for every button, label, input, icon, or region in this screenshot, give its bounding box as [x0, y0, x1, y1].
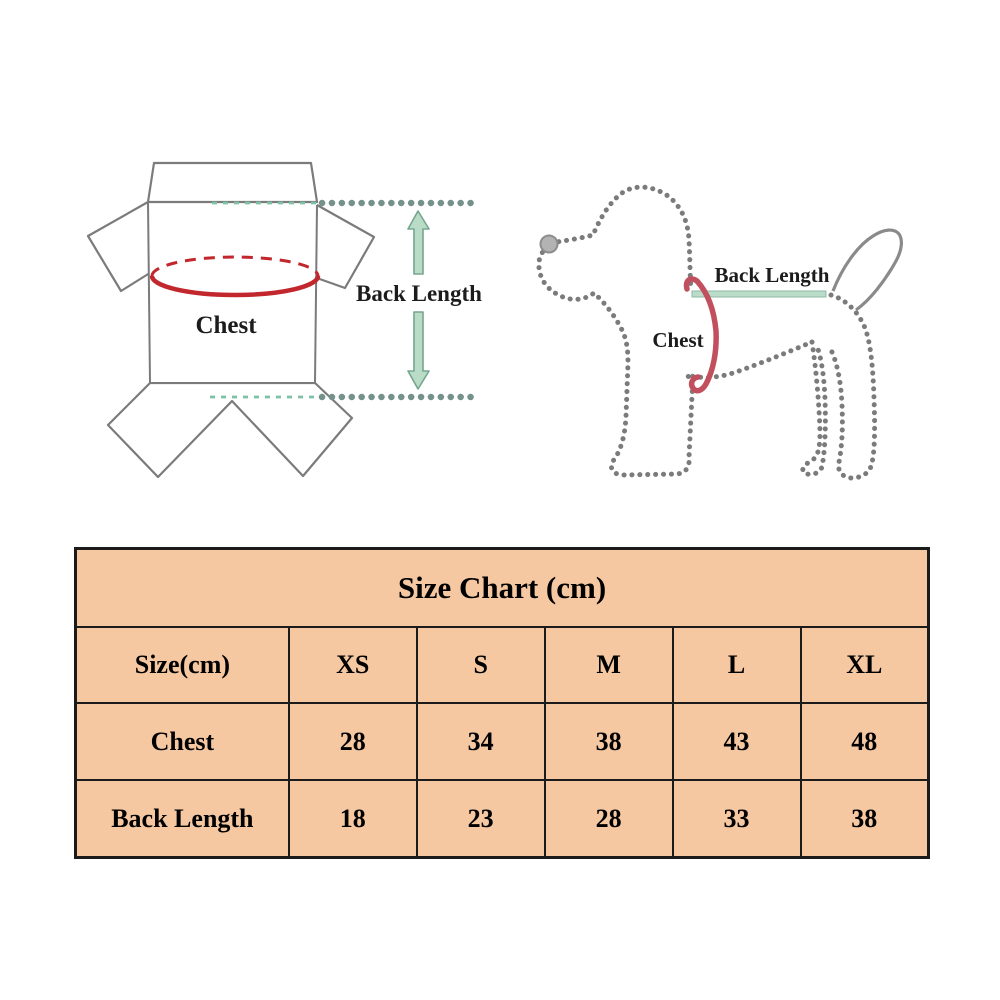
chest-m: 38 [545, 703, 673, 780]
row-label-back-length: Back Length [76, 780, 289, 858]
garment-collar [148, 163, 317, 202]
backlength-xs: 18 [289, 780, 417, 858]
garment-right-sleeve [314, 205, 374, 288]
dog-tail [833, 230, 901, 310]
table-title-row [76, 549, 929, 628]
dog-hip-far-leg [830, 295, 875, 478]
chest-xs: 28 [289, 703, 417, 780]
table-header-row [76, 627, 929, 703]
table-row-back-length [76, 780, 929, 858]
garment-back-length-label: Back Length [356, 281, 482, 306]
table-row-chest [76, 703, 929, 780]
arrow-down-icon [408, 312, 429, 389]
garment-chest-label: Chest [195, 312, 257, 339]
size-chart-table [74, 547, 930, 859]
dog-chest-label: Chest [652, 328, 704, 352]
size-chart-title: Size Chart (cm) [76, 549, 929, 628]
header-s: S [417, 627, 545, 703]
dog-back-length-label: Back Length [714, 263, 830, 287]
garment-diagram [88, 163, 482, 477]
dog-outline-beads [539, 187, 875, 478]
dog-back-length-line [692, 291, 826, 297]
backlength-l: 33 [673, 780, 801, 858]
dog-near-rear-leg [803, 342, 826, 474]
chest-xl: 48 [801, 703, 929, 780]
header-m: M [545, 627, 673, 703]
header-xl: XL [801, 627, 929, 703]
row-label-chest: Chest [76, 703, 289, 780]
garment-body [148, 202, 317, 383]
dog-diagram [539, 187, 902, 478]
chest-l: 43 [673, 703, 801, 780]
header-l: L [673, 627, 801, 703]
dog-head-outline [551, 187, 691, 291]
garment-left-sleeve [88, 202, 153, 291]
arrow-up-icon [408, 211, 429, 274]
backlength-m: 28 [545, 780, 673, 858]
backlength-xl: 38 [801, 780, 929, 858]
backlength-s: 23 [417, 780, 545, 858]
header-size: Size(cm) [76, 627, 289, 703]
chest-s: 34 [417, 703, 545, 780]
header-xs: XS [289, 627, 417, 703]
dog-nose [541, 236, 558, 253]
garment-bottom-flaps [108, 383, 352, 477]
